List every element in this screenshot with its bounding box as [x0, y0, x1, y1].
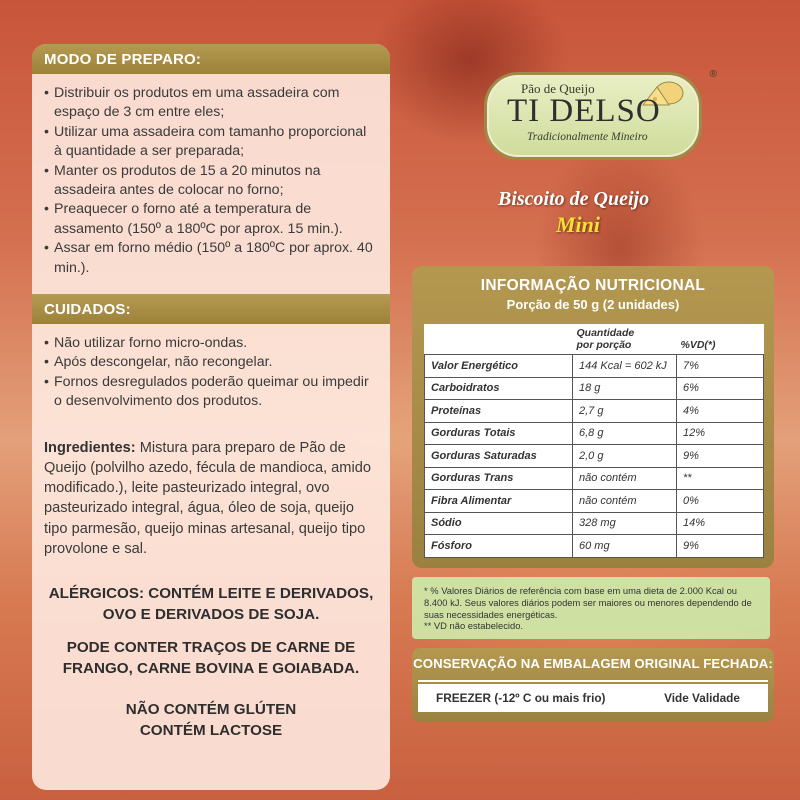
lactose-notice: CONTÉM LACTOSE: [139, 721, 283, 739]
logo-tagline: Tradicionalmente Mineiro: [527, 131, 648, 143]
nutrient-qty: não contém: [573, 467, 677, 490]
logo-top-text: Pão de Queijo: [521, 81, 595, 96]
nutrition-portion: Porção de 50 g (2 unidades): [506, 297, 680, 312]
nutrition-title: INFORMAÇÃO NUTRICIONAL: [480, 277, 706, 294]
preparation-panel: [32, 44, 390, 790]
nutrition-row: [425, 512, 764, 535]
nutrition-row: [425, 445, 764, 468]
nutrient-vd: 6%: [677, 377, 764, 400]
nutrition-row: [425, 490, 764, 513]
preparo-list: [32, 74, 390, 288]
cuidados-item: • Não utilizar forno micro-ondas.: [44, 334, 376, 353]
nutrient-name: Proteínas: [425, 400, 573, 423]
brand-logo: [484, 69, 717, 160]
footnote-na: ** VD não estabelecido.: [424, 620, 524, 632]
preparo-item: • Manter os produtos de 15 a 20 minutos na assadeira antes de colocar no forno;: [44, 162, 376, 201]
storage-panel: [412, 648, 774, 722]
nutrient-name: Gorduras Saturadas: [425, 445, 573, 468]
nutrient-qty: 2,7 g: [573, 400, 677, 423]
nutrient-name: Fibra Alimentar: [425, 490, 573, 513]
ingredients-text: [32, 422, 390, 563]
divider: [418, 680, 768, 682]
nutrient-name: Gorduras Totais: [425, 422, 573, 445]
cuidados-item: • Fornos desregulados poderão queimar ou impedir o desenvolvimento dos produtos.: [44, 373, 376, 412]
cuidados-heading: CUIDADOS:: [32, 294, 390, 324]
nutrient-name: Carboidratos: [425, 377, 573, 400]
nutrient-name: Fósforo: [425, 535, 573, 558]
nutrient-vd: 0%: [677, 490, 764, 513]
cuidados-list: [32, 324, 390, 422]
nutrient-vd: 7%: [677, 355, 764, 378]
nutrient-qty: 60 mg: [573, 535, 677, 558]
nutrient-vd: **: [677, 467, 764, 490]
product-variant: Mini: [556, 212, 601, 237]
ingredients-label: Ingredientes:: [44, 439, 136, 456]
nutrition-row: [425, 355, 764, 378]
nutrient-qty: 6,8 g: [573, 422, 677, 445]
preparo-item: • Preaquecer o forno até a temperatura de assamento (150º a 180ºC por aprox. 15 min.).: [44, 200, 376, 239]
vd-header: %VD(*): [680, 339, 716, 351]
nutrition-table: [424, 324, 764, 558]
nutrient-vd: 12%: [677, 422, 764, 445]
nutrient-vd: 14%: [677, 512, 764, 535]
nutrition-row: [425, 467, 764, 490]
storage-mode: FREEZER (-12º C ou mais frio): [436, 691, 606, 705]
nutrition-row: [425, 377, 764, 400]
nutrient-name: Sódio: [425, 512, 573, 535]
nutrient-name: Gorduras Trans: [425, 467, 573, 490]
preparo-item: • Utilizar uma assadeira com tamanho proporcional à quantidade a ser preparada;: [44, 123, 376, 162]
nutrition-row: [425, 400, 764, 423]
storage-heading: CONSERVAÇÃO NA EMBALAGEM ORIGINAL FECHADA:: [413, 656, 773, 671]
nutrition-panel: [412, 266, 774, 568]
footnote-dv: * % Valores Diários de referência com base em uma dieta de 2.000 Kcal ou 8.400 kJ. Seus valores diários podem ser maiores ou menores dependendo de suas necessidades energéticas.: [424, 585, 752, 620]
ingredients-list: Mistura para preparo de Pão de Queijo (polvilho azedo, fécula de mandioca, amido modificado.), leite pasteurizado integral, ovo pasteurizado integral, água, óleo de soja, queijo tipo parmesão, queijo minas artesanal, queijo tipo provolone e sal.: [44, 439, 371, 557]
nutrition-footnote: [412, 577, 770, 639]
logo-brand-name: TI DELSO: [507, 93, 661, 129]
nutrition-row: [425, 535, 764, 558]
storage-row: [418, 684, 768, 712]
nutrient-qty: 2,0 g: [573, 445, 677, 468]
nutrient-qty: 144 Kcal = 602 kJ: [573, 355, 677, 378]
gluten-notice: NÃO CONTÉM GLÚTEN: [125, 700, 297, 718]
cuidados-item: • Após descongelar, não recongelar.: [44, 353, 376, 372]
nutrient-vd: 9%: [677, 535, 764, 558]
nutrient-vd: 4%: [677, 400, 764, 423]
preparo-item: • Assar em forno médio (150º a 180ºC por aprox. 40 min.).: [44, 239, 376, 278]
nutrient-qty: 328 mg: [573, 512, 677, 535]
preparo-heading: MODO DE PREPARO:: [32, 44, 390, 74]
nutrient-name: Valor Energético: [425, 355, 573, 378]
nutrition-row: [425, 422, 764, 445]
storage-validity: Vide Validade: [664, 691, 740, 705]
traces-warning: PODE CONTER TRAÇOS DE CARNE DE FRANGO, CARNE BOVINA E GOIABADA.: [62, 638, 360, 677]
table-header: [425, 324, 764, 355]
nutrient-vd: 9%: [677, 445, 764, 468]
allergen-warning: ALÉRGICOS: CONTÉM LEITE E DERIVADOS, OVO E DERIVADOS DE SOJA.: [48, 584, 374, 623]
qty-header: Quantidade por porção: [576, 327, 635, 351]
registered-mark: ®: [709, 69, 717, 80]
product-name: Biscoito de Queijo: [498, 188, 650, 210]
nutrient-qty: 18 g: [573, 377, 677, 400]
preparo-item: • Distribuir os produtos em uma assadeira com espaço de 3 cm entre eles;: [44, 84, 376, 123]
nutrient-qty: não contém: [573, 490, 677, 513]
